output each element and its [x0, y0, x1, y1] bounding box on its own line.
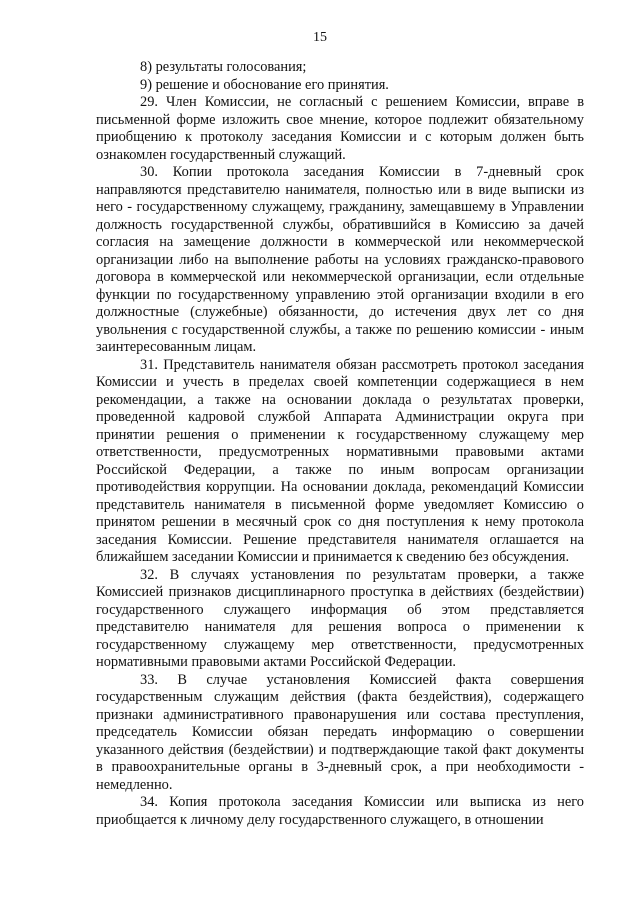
page-number: 15 [313, 30, 327, 45]
paragraph-30: 30. Копии протокола заседания Комиссии в 7-дневный срок направляются представителю нанимателя, полностью или в виде выписки из него - государственному служащему, гражданину, замещавшему в Управлении должность государственной службы, обратившийся в Комиссию за дачей согласия на замещение должности в коммерческой или некоммерческой организации либо на выполнение работы на условиях гражданско-правового договора в коммерческой или некоммерческой организации, если отдельные функции по государственному управлению этой организации входили в его должностные (служебные) обязанности, до истечения двух лет со дня увольнения с государственной службы, а также по решению комиссии - иным заинтересованным лицам. [96, 164, 584, 355]
paragraph-29: 29. Член Комиссии, не согласный с решением Комиссии, вправе в письменной форме изложить свое мнение, которое подлежит обязательному приобщению к протоколу заседания Комиссии и с которым должен быть ознакомлен государственный служащий. [96, 94, 584, 163]
paragraph-33: 33. В случае установления Комиссией факта совершения государственным служащим действия (факта бездействия), содержащего признаки административного правонарушения или состава преступления, председатель Комиссии обязан передать информацию о совершении указанного действия (бездействии) и подтверждающие такой факт документы в правоохранительные органы в 3-дневный срок, а при необходимости - немедленно. [96, 671, 584, 793]
document-body [96, 59, 584, 829]
paragraph-31: 31. Представитель нанимателя обязан рассмотреть протокол заседания Комиссии и учесть в пределах своей компетенции содержащиеся в нем рекомендации, а также на основании доклада о результатах проверки, проведенной кадровой службой Аппарата Администрации округа при принятии решения о применении к государственному служащему мер ответственности, предусмотренных нормативными правовыми актами Российской Федерации, а также по иным вопросам организации противодействия коррупции. На основании доклада, рекомендаций Комиссии представитель нанимателя в письменной форме уведомляет Комиссию о принятом решении в месячный срок со дня поступления к нему протокола заседания Комиссии. Решение представителя нанимателя оглашается на ближайшем заседании Комиссии и принимается к сведению без обсуждения. [96, 356, 584, 565]
paragraph-34: 34. Копия протокола заседания Комиссии или выписка из него приобщается к личному делу государственного служащего, в отношении [96, 794, 584, 828]
list-item-9: 9) решение и обоснование его принятия. [140, 76, 389, 93]
paragraph-32: 32. В случаях установления по результатам проверки, а также Комиссией признаков дисциплинарного проступка в действиях (бездействии) государственного служащего информация об этом представляется представителю нанимателя для решения вопроса о применении к государственному служащему мер ответственности, предусмотренных нормативными правовыми актами Российской Федерации. [96, 566, 584, 670]
list-item-8: 8) результаты голосования; [140, 59, 307, 75]
